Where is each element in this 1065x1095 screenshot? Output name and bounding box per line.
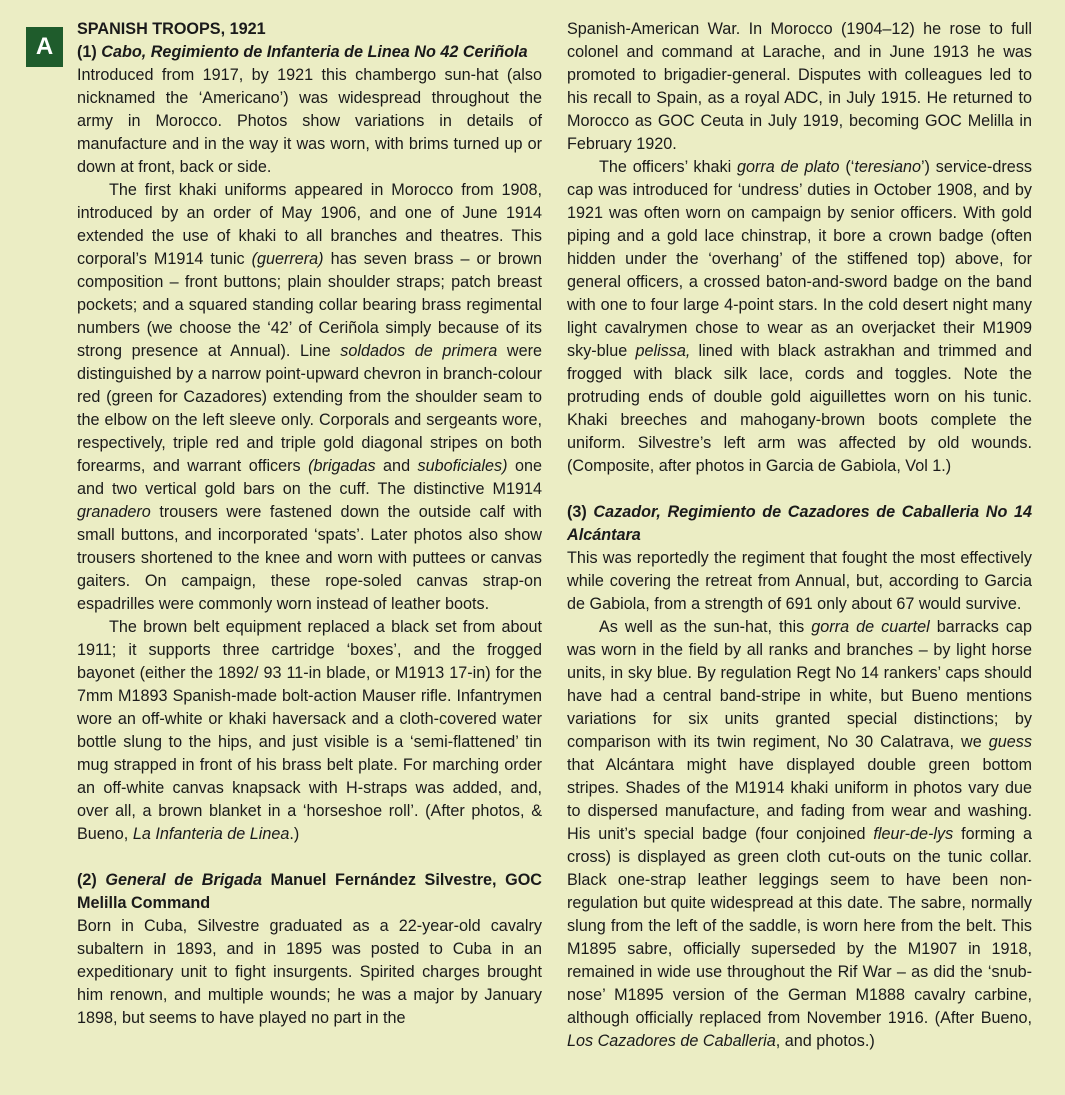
left-column xyxy=(77,18,542,1030)
figure2-heading: (2) General de Brigada Manuel Fernández Silvestre, GOC Melilla Command xyxy=(77,871,542,912)
figure1-paragraph-2: The first khaki uniforms appeared in Morocco from 1908, introduced by an order of May 1906, and one of June 1914 extended the use of khaki to all branches and theatres. This corporal’s M1914 tunic (guerrera) has seven brass – or brown composition – front buttons; plain shoulder straps; patch breast pockets; and a squared standing collar bearing brass regimental numbers (we choose the ‘42’ of Ceriñola simply because of its strong presence at Annual). Line soldados de primera were distinguished by a narrow point-upward chevron in branch-colour red (green for Cazadores) extending from the shoulder seam to the elbow on the left sleeve only. Corporals and sergeants wore, respectively, triple red and triple gold diagonal stripes on both forearms, and warrant officers (brigadas and suboficiales) one and two vertical gold bars on the cuff. The distinctive M1914 granadero trousers were fastened down the outside calf with small buttons, and incorporated ‘spats’. Later photos also show trousers shortened to the knee and worn with puttees or canvas gaiters. On campaign, these rope-soled canvas strap-on espadrilles were commonly worn instead of leather boots. xyxy=(77,181,542,613)
figure1-heading: (1) Cabo, Regimiento de Infanteria de Linea No 42 Ceriñola xyxy=(77,43,528,61)
plate-title: SPANISH TROOPS, 1921 xyxy=(77,20,266,38)
figure2-paragraph-2: The officers’ khaki gorra de plato (‘teresiano’) service-dress cap was introduced for ‘undress’ duties in October 1908, and by 1921 was often worn on campaign by senior officers. With gold piping and a gold lace chinstrap, it bore a crown badge (often hidden under the ‘overhang’ of the stiffened top) above, for general officers, a crossed baton-and-sword badge on the band with one to four large 4-point stars. In the cold desert night many light cavalrymen chose to wear as an overjacket their M1909 sky-blue pelissa, lined with black astrakhan and trimmed and frogged with black silk lace, cords and toggles. Note the protruding ends of double gold aiguillettes worn on his tunic. Khaki breeches and mahogany-brown boots complete the uniform. Silvestre’s left arm was affected by old wounds. (Composite, after photos in Garcia de Gabiola, Vol 1.) xyxy=(567,158,1033,475)
figure3-paragraph-2: As well as the sun-hat, this gorra de cuartel barracks cap was worn in the field by all ranks and branches – by light horse units, in sky blue. By regulation Regt No 14 rankers’ caps should have had a central band-stripe in white, but Bueno mentions variations for six units granted special distinctions; by comparison with its twin regiment, No 30 Calatrava, we guess that Alcántara might have displayed double green bottom stripes. Shades of the M1914 khaki uniform in photos vary due to dispersed manufacture, and fading from wear and washing. His unit’s special badge (four conjoined fleur-de-lys forming a cross) is displayed as green cloth cut-outs on the tunic collar. Black one-strap leather leggings seem to have been non-regulation but quite widespread at this date. The sabre, normally slung from the left of the saddle, is worn here from the belt. This M1895 sabre, officially superseded by the M1907 in 1918, remained in wide use throughout the Rif War – as did the ‘snub-nose’ M1895 version of the German M1888 cavalry carbine, although officially replaced from November 1916. (After Bueno, Los Cazadores de Caballeria, and photos.) xyxy=(567,618,1032,1050)
figure2-paragraph-1-start: Born in Cuba, Silvestre graduated as a 22-year-old cavalry subaltern in 1893, and in 1895 was posted to Cuba in an expeditionary unit to fight insurgents. Spirited charges brought him renown, and multiple wounds; he was a major by January 1898, but seems to have played no part in the xyxy=(77,917,542,1027)
plate-letter-badge: A xyxy=(26,27,63,67)
figure3-paragraph-1: This was reportedly the regiment that fought the most effectively while covering the retreat from Annual, but, according to Garcia de Gabiola, from a strength of 691 only about 67 would survive. xyxy=(567,549,1032,613)
right-column xyxy=(567,18,1032,1053)
figure1-paragraph-1: Introduced from 1917, by 1921 this chambergo sun-hat (also nicknamed the ‘Americano’) was widespread throughout the army in Morocco. Photos show variations in details of manufacture and in the way it was worn, with brims turned up or down at front, back or side. xyxy=(77,66,542,176)
figure3-heading: (3) Cazador, Regimiento de Cazadores de Caballeria No 14 Alcántara xyxy=(567,503,1032,544)
figure1-paragraph-3: The brown belt equipment replaced a black set from about 1911; it supports three cartridge ‘boxes’, and the frogged bayonet (either the 1892/ 93 11-in blade, or M1913 17-in) for the 7mm M1893 Spanish-made bolt-action Mauser rifle. Infantrymen wore an off-white or khaki haversack and a cloth-covered water bottle slung to the hips, and just visible is a ‘semi-flattened’ tin mug strapped in front of his brass belt plate. For marching order an off-white canvas knapsack with H-straps was added, and, over all, a brown blanket in a ‘horseshoe roll’. (After photos, & Bueno, La Infanteria de Linea.) xyxy=(77,618,542,843)
figure2-paragraph-1-end: Spanish-American War. In Morocco (1904–12) he rose to full colonel and command at Larache, and in June 1913 he was promoted to brigadier-general. Disputes with colleagues led to his recall to Spain, as a royal ADC, in July 1915. He returned to Morocco as GOC Ceuta in July 1919, becoming GOC Melilla in February 1920. xyxy=(567,20,1032,153)
